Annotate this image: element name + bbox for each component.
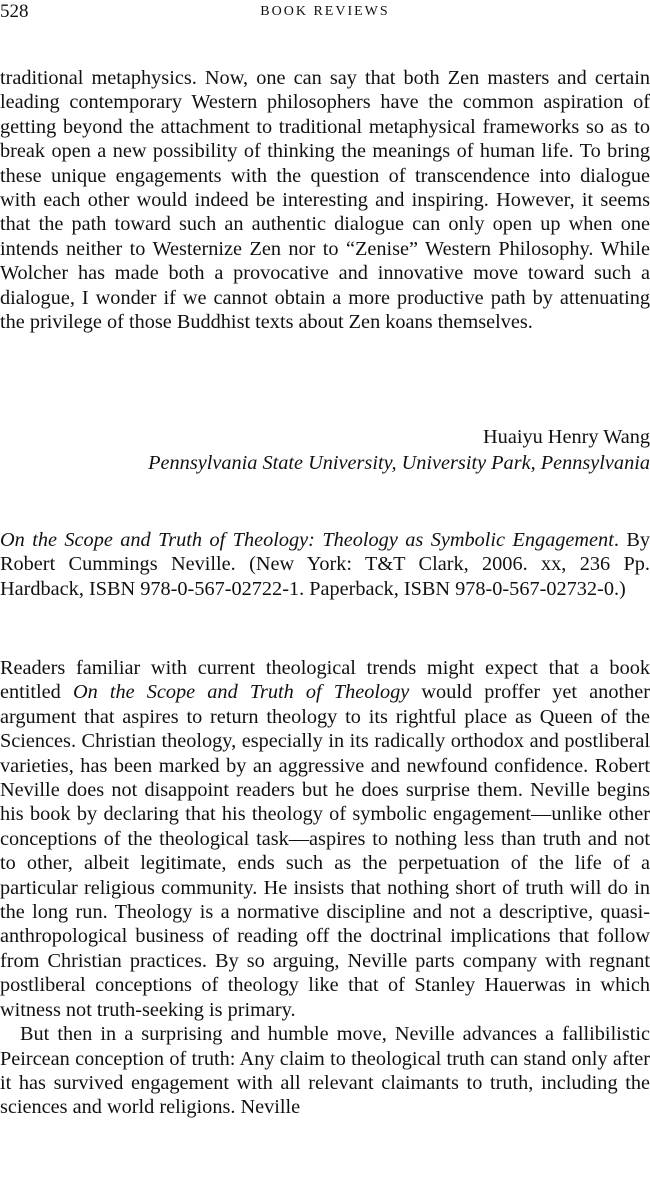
para1-rest: would proffer yet another argument that aspires to return theology to its rightful place as Queen of the Sciences. Christian theology, especially in its radically orthodox and postliberal varieties, has been marked by an aggressive and newfound confidence. Robert Neville does not disappoint readers but he does surprise them. Neville begins his book by declaring that his theology of symbolic engagement—unlike other conceptions of the theological task—aspires to nothing less than truth and not to other, albeit legitimate, ends such as the perpetuation of the life of a particular religious community. He insists that nothing short of truth will do in the long run. Theology is a normative discipline and not a descriptive, quasi-anthropological business of reading off the doctrinal implications that follow from Christian practices. By so arguing, Neville parts company with regnant postliberal conceptions of theology like that of Stanley Hauerwas in which witness not truth-seeking is primary. [0,681,650,1021]
book-title: On the Scope and Truth of Theology: Theology as Symbolic Engagement [0,529,614,551]
review-paragraph-1 [0,656,650,1022]
book-citation [0,528,650,601]
review-body [0,656,650,1120]
page-number: 528 [0,1,29,22]
reviewer-affiliation: Pennsylvania State University, University Park, Pennsylvania [148,452,650,474]
running-head [0,0,650,26]
para1-start: Readers familiar with current theological trends might expect that a book entitled [0,657,650,704]
para1-book-title: On the Scope and Truth of Theology [72,681,410,704]
citation-text [0,528,650,601]
previous-review-closing-paragraph [0,66,650,334]
running-title: BOOK REVIEWS [260,4,390,19]
reviewer-name: Huaiyu Henry Wang [483,426,650,448]
citation-details: . By Robert Cummings Neville. (New York: T&T Clark, 2006. xx, 236 Pp. Hardback, ISBN 978-0-567-02722-1. Paperback, ISBN 978-0-567-02732-0.) [0,529,650,600]
review-paragraph-2: But then in a surprising and humble move, Neville advances a fallibilistic Peircean conception of truth: Any claim to theological truth can stand only after it has survived engagement with all relevant claimants to truth, including the sciences and world religions. Neville [0,1023,650,1119]
closing-paragraph-text: traditional metaphysics. Now, one can say that both Zen masters and certain leading contemporary Western philosophers have the common aspiration of getting beyond the attachment to traditional metaphysical frameworks so as to break open a new possibility of thinking the meanings of human life. To bring these unique engagements with the question of transcendence into dialogue with each other would indeed be interesting and inspiring. However, it seems that the path toward such an authentic dialogue can only open up when one intends neither to Westernize Zen nor to “Zenise” Western Philosophy. While Wolcher has made both a provocative and innovative move toward such a dialogue, I wonder if we cannot obtain a more productive path by attenuating the privilege of those Buddhist texts about Zen koans themselves. [0,67,650,334]
